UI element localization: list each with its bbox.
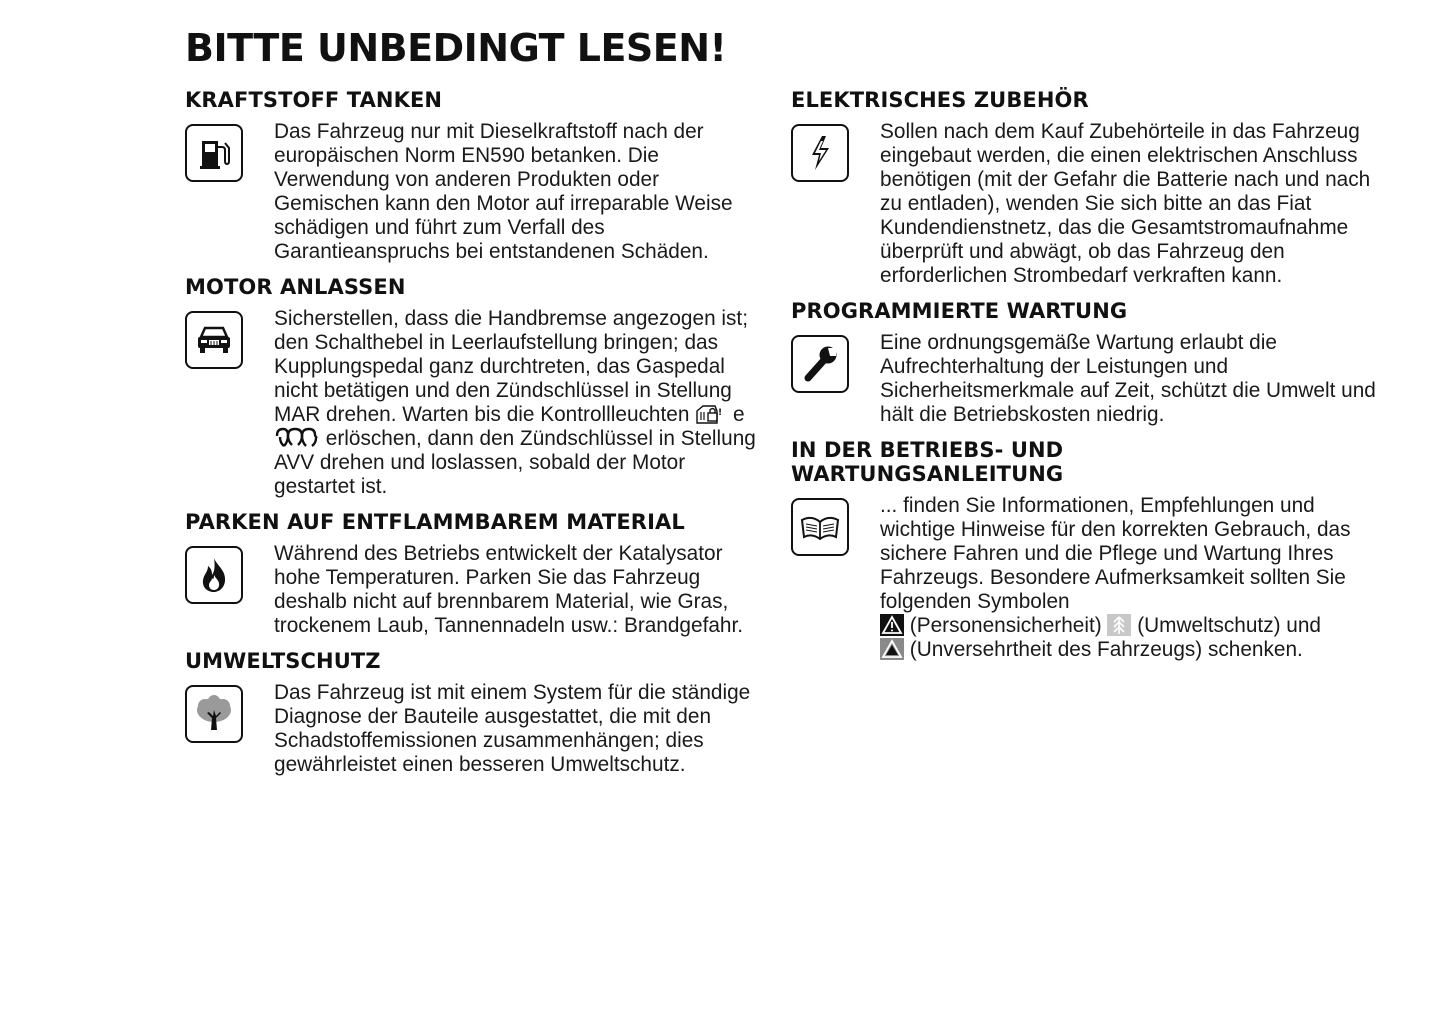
section-manual [791, 438, 1381, 662]
title-line: IN DER BETRIEBS- UND [791, 438, 1064, 462]
section-title: PROGRAMMIERTE WARTUNG [791, 299, 1128, 323]
glow-plug-icon [274, 427, 320, 449]
flame-icon [185, 546, 243, 604]
text-part: (Umweltschutz) und [1137, 614, 1321, 637]
tree-icon [185, 685, 243, 743]
immobilizer-warning-icon [695, 403, 727, 425]
section-environment [185, 649, 765, 777]
section-title: PARKEN AUF ENTFLAMMBAREM MATERIAL [185, 510, 685, 534]
section-maintenance [791, 299, 1381, 427]
section-title [791, 438, 1381, 486]
open-book-icon [791, 498, 849, 556]
text-part: e [732, 403, 745, 426]
text-part: (Personensicherheit) [909, 614, 1102, 637]
warning-personal-safety-icon [880, 614, 904, 636]
text-part: Sicherstellen, dass die Handbremse angezogen ist; den Schalthebel in Leerlaufstellung bringen; das Kupplungspedal ganz durchtreten, das Gaspedal nicht betätigen und den Zündschlüssel in Stellung MAR drehen. Warten bis die Kontrollleuchten [274, 307, 748, 426]
lightning-icon [791, 124, 849, 182]
section-electric [791, 88, 1381, 288]
section-parking [185, 510, 765, 638]
vehicle-integrity-icon [880, 638, 904, 660]
fuel-pump-icon [185, 124, 243, 182]
section-text [880, 494, 1381, 662]
section-text: Sollen nach dem Kauf Zubehörteile in das Fahrzeug eingebaut werden, die einen elektrischen Anschluss benötigen (mit der Gefahr die Batterie nach und nach zu entladen), wenden Sie sich bitte an das Fiat Kundendienstnetz, das die Gesamtstromaufnahme überprüft und abwägt, ob das Fahrzeug den erforderlichen Strombedarf verkraften kann. [880, 120, 1371, 287]
car-icon [185, 311, 243, 369]
section-title: UMWELTSCHUTZ [185, 649, 381, 673]
svg-text:!: ! [718, 408, 723, 418]
text-part: ... finden Sie Informationen, Empfehlungen und wichtige Hinweise für den korrekten Gebrauch, das sichere Fahren und die Pflege und Wartung Ihres Fahrzeugs. Besondere Aufmerksamkeit sollten Sie folgenden Symbolen [880, 494, 1351, 613]
section-text [274, 307, 765, 499]
wrench-icon [791, 335, 849, 393]
left-column [185, 88, 765, 788]
section-engine-start [185, 275, 765, 499]
page-title: BITTE UNBEDINGT LESEN! [185, 26, 727, 70]
section-text: Während des Betriebs entwickelt der Katalysator hohe Temperaturen. Parken Sie das Fahrzeug deshalb nicht auf brennbarem Material, wie Gras, trockenem Laub, Tannennadeln usw.: Brandgefahr. [274, 542, 744, 637]
section-text: Eine ordnungsgemäße Wartung erlaubt die Aufrechterhaltung der Leistungen und Sicherheitsmerkmale auf Zeit, schützt die Umwelt und hält die Betriebskosten niedrig. [880, 331, 1376, 426]
text-part: (Unversehrtheit des Fahrzeugs) schenken. [909, 638, 1303, 661]
environment-protection-icon [1107, 614, 1131, 636]
right-column [791, 88, 1381, 673]
title-line: WARTUNGSANLEITUNG [791, 462, 1064, 486]
section-text: Das Fahrzeug nur mit Dieselkraftstoff nach der europäischen Norm EN590 betanken. Die Verwendung von anderen Produkten oder Gemischen kann den Motor auf irreparable Weise schädigen und führt zum Verfall des Garantieanspruchs bei entstandenen Schäden. [274, 120, 733, 263]
section-title: MOTOR ANLASSEN [185, 275, 406, 299]
section-title: ELEKTRISCHES ZUBEHÖR [791, 88, 1089, 112]
text-part: erlöschen, dann den Zündschlüssel in Stellung AVV drehen und loslassen, sobald der Motor gestartet ist. [274, 427, 756, 498]
section-title: KRAFTSTOFF TANKEN [185, 88, 443, 112]
section-text: Das Fahrzeug ist mit einem System für die ständige Diagnose der Bauteile ausgestattet, die mit den Schadstoffemissionen zusammenhängen; dies gewährleistet einen besseren Umweltschutz. [274, 681, 751, 776]
section-fuel [185, 88, 765, 264]
